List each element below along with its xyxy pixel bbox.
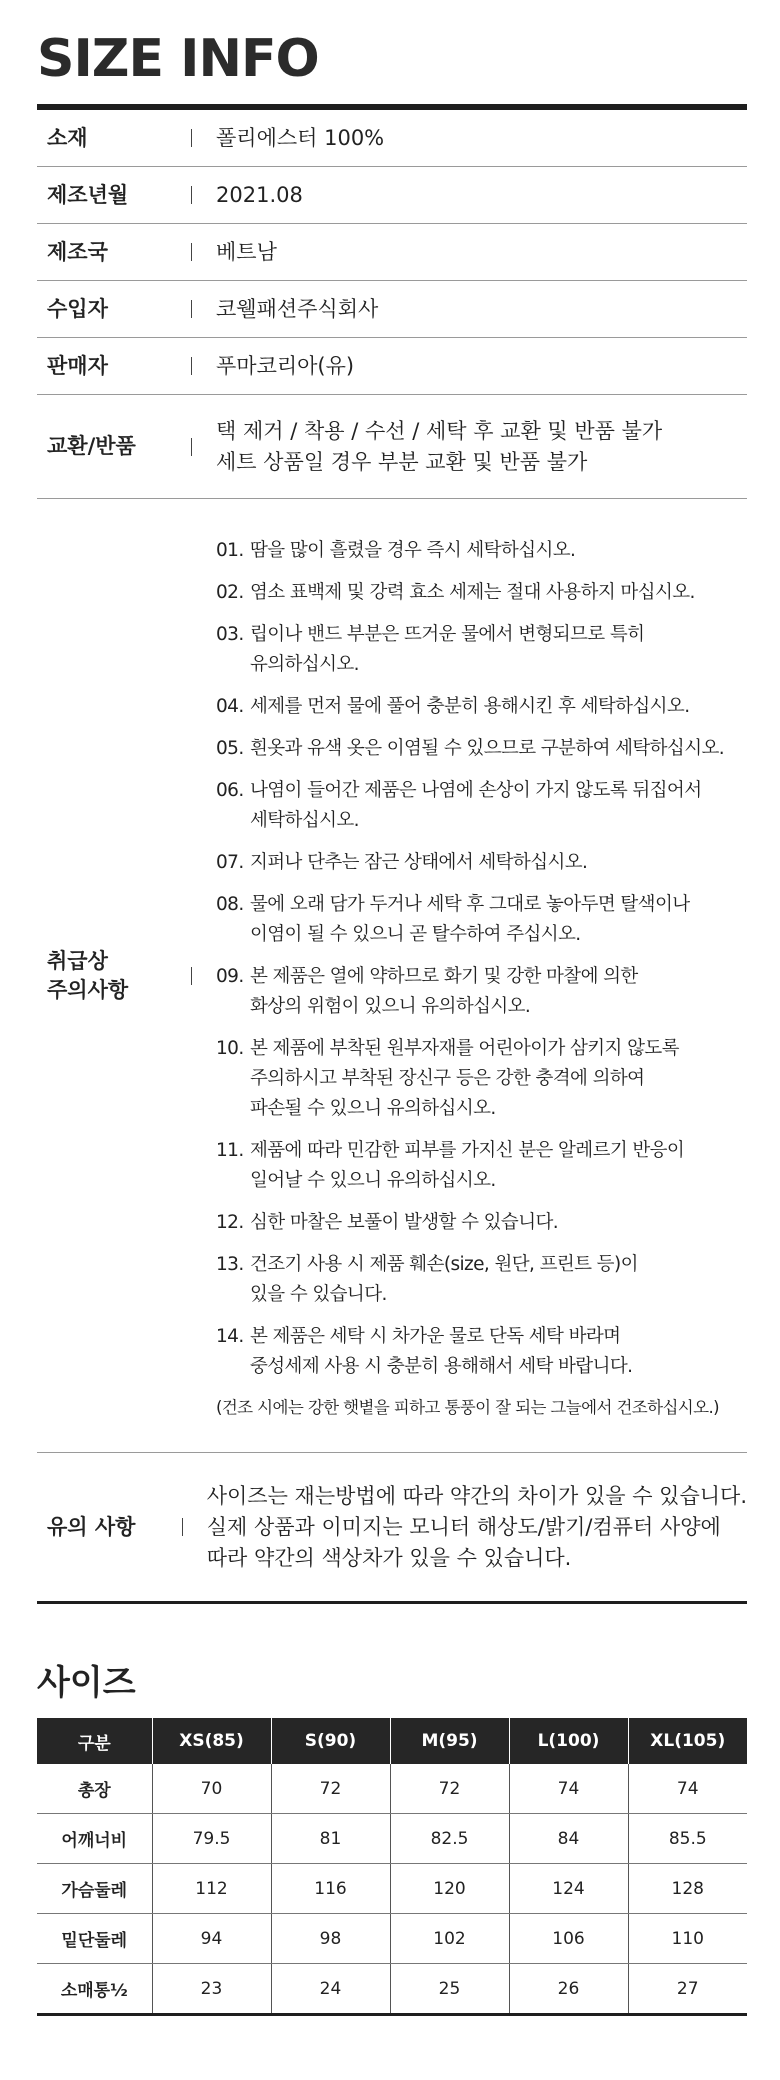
info-row-importer bbox=[37, 281, 747, 338]
size-value-cell: 112 bbox=[152, 1864, 271, 1914]
care-item-number: 07. bbox=[216, 851, 244, 873]
info-value-line: 택 제거 / 착용 / 수선 / 세탁 후 교환 및 반품 불가 bbox=[216, 418, 663, 443]
size-table bbox=[37, 1718, 747, 2016]
info-label: 제조년월 bbox=[47, 182, 129, 207]
info-row-manufacture-date bbox=[37, 167, 747, 224]
size-value-cell: 74 bbox=[509, 1764, 628, 1814]
care-item-number: 04. bbox=[216, 695, 244, 717]
care-item-number: 01. bbox=[216, 539, 244, 561]
care-item-text: 세제를 먼저 물에 풀어 충분히 용해시킨 후 세탁하십시오. bbox=[250, 695, 690, 717]
info-label: 교환/반품 bbox=[47, 434, 136, 458]
info-value bbox=[216, 123, 384, 154]
care-item-text: 본 제품에 부착된 원부자재를 어린아이가 삼키지 않도록 주의하시고 부착된 장신구 등은 강한 충격에 의하여 파손될 수 있으니 유의하십시오. bbox=[250, 1037, 679, 1119]
size-table-header-row bbox=[37, 1718, 747, 1764]
care-item-text: 염소 표백제 및 강력 효소 세제는 절대 사용하지 마십시오. bbox=[250, 581, 695, 603]
info-value-line: 세트 상품일 경우 부분 교환 및 반품 불가 bbox=[216, 449, 588, 474]
info-value-line: 실제 상품과 이미지는 모니터 해상도/밝기/컴퓨터 사양에 bbox=[206, 1514, 721, 1539]
care-item bbox=[216, 536, 724, 566]
care-item bbox=[216, 848, 724, 878]
size-row-label: 밑단둘레 bbox=[37, 1914, 152, 1964]
info-label: 제조국 bbox=[47, 239, 108, 264]
care-item bbox=[216, 1250, 724, 1310]
info-value bbox=[216, 237, 277, 268]
size-value-cell: 120 bbox=[390, 1864, 509, 1914]
info-label bbox=[37, 947, 157, 1005]
care-item bbox=[216, 1034, 724, 1124]
size-header-cell: XL(105) bbox=[628, 1718, 747, 1764]
care-item-number: 08. bbox=[216, 893, 244, 915]
care-item-number: 11. bbox=[216, 1139, 244, 1161]
info-value-line: 베트남 bbox=[216, 239, 277, 264]
care-item-number: 02. bbox=[216, 581, 244, 603]
info-row-country bbox=[37, 224, 747, 281]
info-row-notice bbox=[37, 1453, 747, 1601]
care-label-line: 주의사항 bbox=[47, 977, 129, 1002]
separator bbox=[191, 129, 192, 147]
info-value bbox=[216, 351, 354, 382]
size-value-cell: 72 bbox=[271, 1764, 390, 1814]
care-item-number: 03. bbox=[216, 623, 244, 645]
separator bbox=[191, 300, 192, 318]
info-value-line: 푸마코리아(유) bbox=[216, 353, 355, 378]
care-item bbox=[216, 692, 724, 722]
info-label: 소재 bbox=[47, 125, 88, 150]
info-value bbox=[216, 180, 303, 211]
size-value-cell: 84 bbox=[509, 1814, 628, 1864]
care-item-text: 물에 오래 담가 두거나 세탁 후 그대로 놓아두면 탈색이나 이염이 될 수 있으니 곧 탈수하여 주십시오. bbox=[250, 893, 690, 945]
care-item bbox=[216, 1136, 724, 1196]
size-row-label: 어깨너비 bbox=[37, 1814, 152, 1864]
info-value-line: 사이즈는 재는방법에 따라 약간의 차이가 있을 수 있습니다. bbox=[206, 1483, 747, 1508]
care-item-text: 나염이 들어간 제품은 나염에 손상이 가지 않도록 뒤집어서 세탁하십시오. bbox=[250, 779, 702, 831]
care-item-text: 본 제품은 열에 약하므로 화기 및 강한 마찰에 의한 화상의 위험이 있으니 유의하십시오. bbox=[250, 965, 638, 1017]
care-item-number: 06. bbox=[216, 779, 244, 801]
size-value-cell: 70 bbox=[152, 1764, 271, 1814]
separator bbox=[182, 1518, 183, 1536]
size-value-cell: 98 bbox=[271, 1914, 390, 1964]
size-header-cell: M(95) bbox=[390, 1718, 509, 1764]
size-value-cell: 124 bbox=[509, 1864, 628, 1914]
info-label: 유의 사항 bbox=[47, 1514, 136, 1539]
size-value-cell: 81 bbox=[271, 1814, 390, 1864]
size-value-cell: 85.5 bbox=[628, 1814, 747, 1864]
size-table-row bbox=[37, 1764, 747, 1814]
size-header-cell: XS(85) bbox=[152, 1718, 271, 1764]
care-item bbox=[216, 734, 724, 764]
size-header-cell: S(90) bbox=[271, 1718, 390, 1764]
separator bbox=[191, 438, 192, 456]
care-content bbox=[216, 530, 724, 1422]
care-item-text: 땀을 많이 흘렸을 경우 즉시 세탁하십시오. bbox=[250, 539, 576, 561]
care-item-number: 12. bbox=[216, 1211, 244, 1233]
info-value bbox=[207, 1481, 747, 1574]
care-item bbox=[216, 890, 724, 950]
size-row-label: 소매통½ bbox=[37, 1964, 152, 2015]
care-item-text: 건조기 사용 시 제품 훼손(size, 원단, 프린트 등)이 있을 수 있습니다. bbox=[250, 1253, 638, 1305]
info-row-exchange-return bbox=[37, 395, 747, 499]
care-item-number: 05. bbox=[216, 737, 244, 759]
size-value-cell: 102 bbox=[390, 1914, 509, 1964]
size-row-label: 가슴둘레 bbox=[37, 1864, 152, 1914]
info-value-line: 폴리에스터 100% bbox=[216, 125, 385, 150]
info-label: 수입자 bbox=[47, 296, 108, 321]
size-row-label: 총장 bbox=[37, 1764, 152, 1814]
info-row-material bbox=[37, 110, 747, 167]
care-list bbox=[216, 536, 724, 1382]
size-header-cell: L(100) bbox=[509, 1718, 628, 1764]
separator bbox=[191, 186, 192, 204]
size-value-cell: 26 bbox=[509, 1964, 628, 2015]
info-label: 판매자 bbox=[47, 353, 108, 378]
page-title: SIZE INFO bbox=[37, 29, 319, 89]
separator bbox=[191, 243, 192, 261]
info-value bbox=[216, 294, 378, 325]
size-value-cell: 128 bbox=[628, 1864, 747, 1914]
size-value-cell: 25 bbox=[390, 1964, 509, 2015]
size-value-cell: 106 bbox=[509, 1914, 628, 1964]
size-value-cell: 72 bbox=[390, 1764, 509, 1814]
size-table-body bbox=[37, 1764, 747, 2015]
care-item-number: 09. bbox=[216, 965, 244, 987]
info-value-line: 따라 약간의 색상차가 있을 수 있습니다. bbox=[206, 1545, 572, 1570]
care-item bbox=[216, 1208, 724, 1238]
size-table-row bbox=[37, 1814, 747, 1864]
size-table-row bbox=[37, 1914, 747, 1964]
size-value-cell: 79.5 bbox=[152, 1814, 271, 1864]
size-value-cell: 24 bbox=[271, 1964, 390, 2015]
size-value-cell: 82.5 bbox=[390, 1814, 509, 1864]
care-item bbox=[216, 620, 724, 680]
size-value-cell: 23 bbox=[152, 1964, 271, 2015]
size-table-row bbox=[37, 1864, 747, 1914]
size-value-cell: 74 bbox=[628, 1764, 747, 1814]
care-item-text: 제품에 따라 민감한 피부를 가지신 분은 알레르기 반응이 일어날 수 있으니 유의하십시오. bbox=[250, 1139, 685, 1191]
care-item-number: 10. bbox=[216, 1037, 244, 1059]
care-item-text: 지퍼나 단추는 잠근 상태에서 세탁하십시오. bbox=[250, 851, 588, 873]
info-value-line: 2021.08 bbox=[216, 182, 303, 207]
size-value-cell: 110 bbox=[628, 1914, 747, 1964]
size-heading: 사이즈 bbox=[37, 1663, 136, 1703]
info-value-line: 코웰패션주식회사 bbox=[216, 296, 379, 321]
info-value bbox=[216, 416, 662, 478]
care-item-text: 흰옷과 유색 옷은 이염될 수 있으므로 구분하여 세탁하십시오. bbox=[250, 737, 725, 759]
size-value-cell: 94 bbox=[152, 1914, 271, 1964]
care-item-number: 13. bbox=[216, 1253, 244, 1275]
care-label-line: 취급상 bbox=[47, 948, 108, 973]
separator bbox=[191, 967, 192, 985]
info-row-seller bbox=[37, 338, 747, 395]
care-item bbox=[216, 962, 724, 1022]
size-table-row bbox=[37, 1964, 747, 2015]
care-item-text: 심한 마찰은 보풀이 발생할 수 있습니다. bbox=[250, 1211, 559, 1233]
care-note: (건조 시에는 강한 햇볕을 피하고 통풍이 잘 되는 그늘에서 건조하십시오.) bbox=[216, 1397, 719, 1417]
care-item bbox=[216, 578, 724, 608]
care-item-number: 14. bbox=[216, 1325, 244, 1347]
size-value-cell: 27 bbox=[628, 1964, 747, 2015]
info-row-care-instructions bbox=[37, 499, 747, 1453]
care-item bbox=[216, 1322, 724, 1382]
care-item bbox=[216, 776, 724, 836]
care-item-text: 립이나 밴드 부분은 뜨거운 물에서 변형되므로 특히 유의하십시오. bbox=[250, 623, 645, 675]
care-item-text: 본 제품은 세탁 시 차가운 물로 단독 세탁 바라며 중성세제 사용 시 충분히 용해해서 세탁 바랍니다. bbox=[250, 1325, 633, 1377]
separator bbox=[191, 357, 192, 375]
size-value-cell: 116 bbox=[271, 1864, 390, 1914]
product-info-table bbox=[37, 104, 747, 1604]
size-header-cell: 구분 bbox=[37, 1718, 152, 1764]
